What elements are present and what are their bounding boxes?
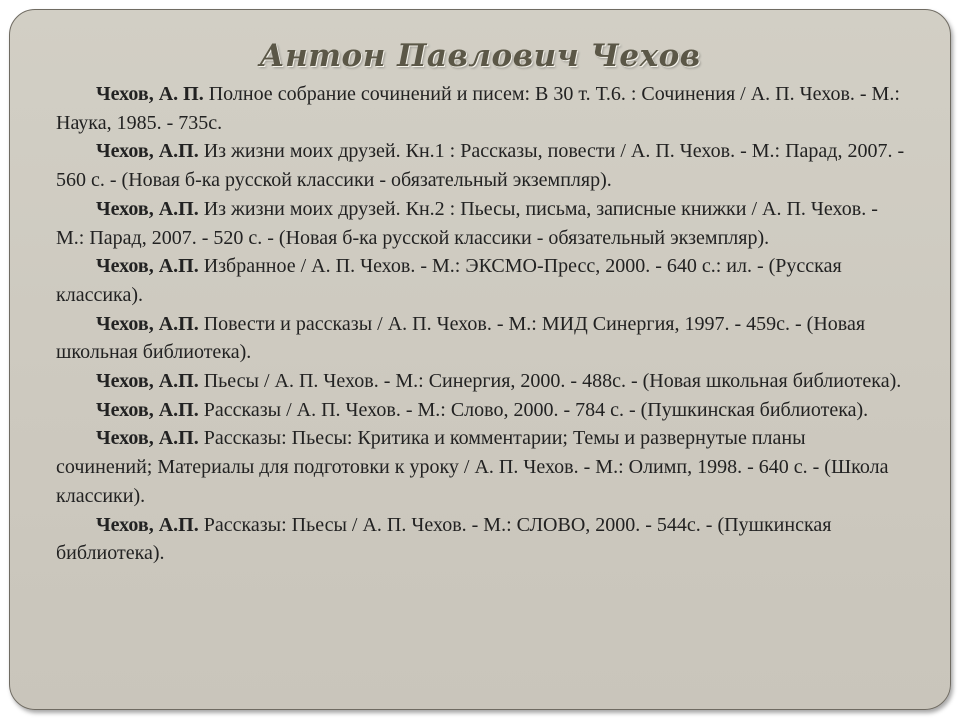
entry-text: Избранное / А. П. Чехов. - М.: ЭКСМО-Пресс, 2000. - 640 с.: ил. - (Русская классика). <box>56 255 842 306</box>
entry-text: Пьесы / А. П. Чехов. - М.: Синергия, 2000. - 488с. - (Новая школьная библиотека). <box>203 370 902 393</box>
slide <box>9 9 951 710</box>
bibliography-entry <box>56 252 906 309</box>
entry-text: Рассказы: Пьесы: Критика и комментарии; Темы и развернутые планы сочинений; Материалы для подготовки к уроку / А. П. Чехов. - М.: Олимп, 1998. - 640 с. - (Школа классики). <box>56 427 889 507</box>
bibliography-entry <box>56 137 906 194</box>
entry-text: Рассказы / А. П. Чехов. - М.: Слово, 2000. - 784 с. - (Пушкинская библиотека). <box>203 398 869 421</box>
slide-title: Антон Павлович Чехов <box>259 38 701 74</box>
entry-author: Чехов, А.П. <box>96 398 199 421</box>
entry-author: Чехов, А.П. <box>96 255 199 278</box>
entry-text: Рассказы: Пьесы / А. П. Чехов. - М.: СЛОВО, 2000. - 544с. - (Пушкинская библиотека). <box>56 513 832 565</box>
entry-author: Чехов, А.П. <box>96 197 199 220</box>
entry-author: Чехов, А. П. <box>96 83 204 105</box>
bibliography-entry <box>56 511 906 568</box>
entry-author: Чехов, А.П. <box>96 513 199 536</box>
entry-text: Повести и рассказы / А. П. Чехов. - М.: МИД Синергия, 1997. - 459с. - (Новая школьная библиотека). <box>56 312 866 364</box>
entry-author: Чехов, А.П. <box>96 427 199 450</box>
entry-text: Из жизни моих друзей. Кн.2 : Пьесы, письма, записные книжки / А. П. Чехов. - М.: Парад, 2007. - 520 с. - (Новая б-ка русской классики - обязательный экземпляр). <box>56 197 878 249</box>
entry-text: Из жизни моих друзей. Кн.1 : Рассказы, повести / А. П. Чехов. - М.: Парад, 2007. - 560 с. - (Новая б-ка русской классики - обязательный экземпляр). <box>56 140 905 192</box>
entry-author: Чехов, А.П. <box>96 312 199 335</box>
entry-author: Чехов, А.П. <box>96 140 199 163</box>
bibliography-entry <box>56 195 906 252</box>
entry-text: Полное собрание сочинений и писем: В 30 т. Т.6. : Сочинения / А. П. Чехов. - М.: Наука, 1985. - 735с. <box>56 83 900 134</box>
bibliography-entry <box>56 367 906 396</box>
entry-author: Чехов, А.П. <box>96 370 199 393</box>
bibliography-entry <box>56 80 906 137</box>
bibliography-entry <box>56 310 906 367</box>
bibliography-entry <box>56 424 906 510</box>
bibliography-entry <box>56 396 906 425</box>
bibliography-list <box>56 80 906 568</box>
